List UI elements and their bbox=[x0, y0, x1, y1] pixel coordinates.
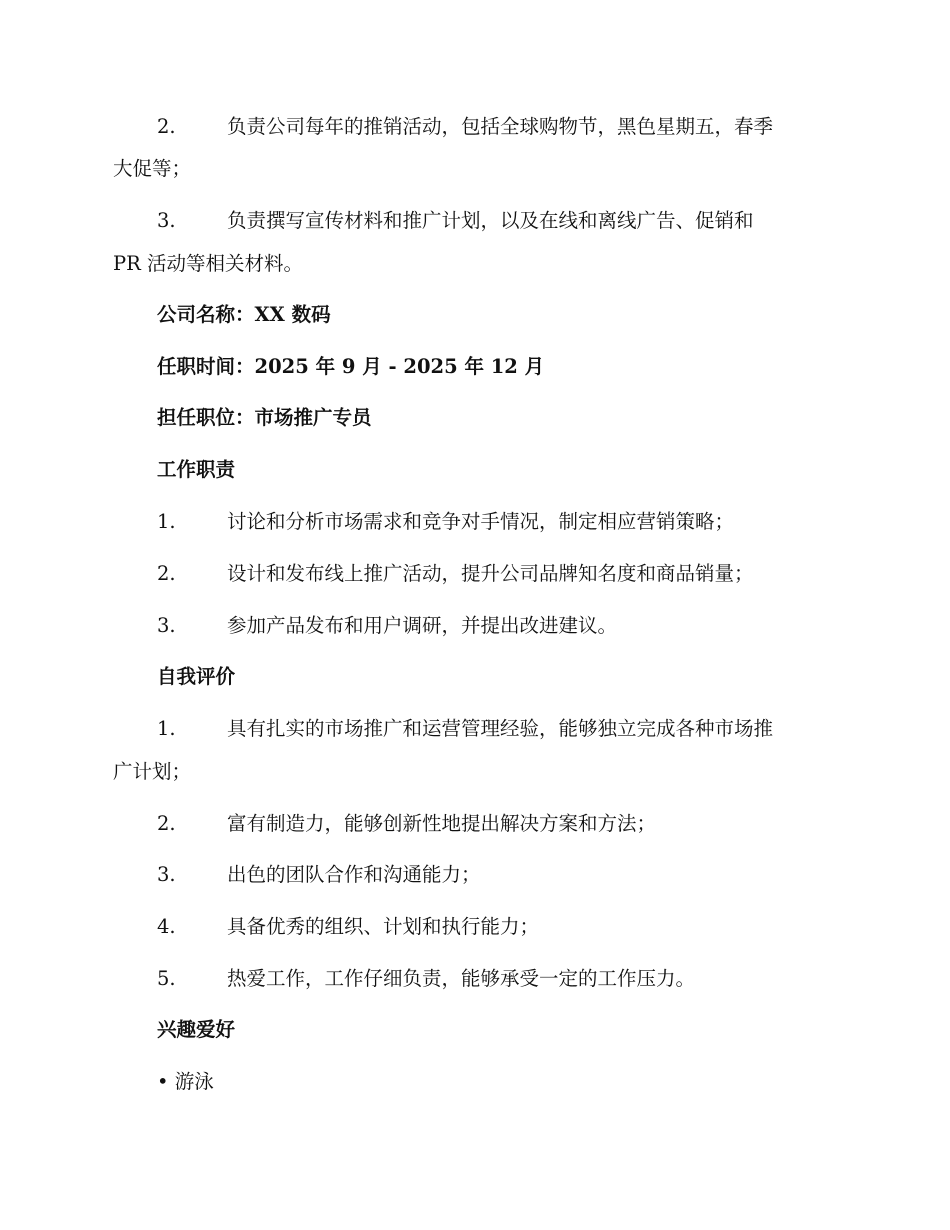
list-text: 负责撰写宣传材料和推广计划，以及在线和离线广告、促销和 bbox=[227, 209, 754, 232]
list-number: 1. bbox=[157, 717, 176, 740]
list-number: 4. bbox=[157, 915, 176, 938]
tenure-label: 任职时间： bbox=[157, 355, 255, 378]
list-number: 1. bbox=[157, 510, 176, 533]
list-number: 3. bbox=[157, 614, 176, 637]
company-label: 公司名称： bbox=[157, 303, 255, 326]
list-text: 具有扎实的市场推广和运营管理经验，能够独立完成各种市场推 bbox=[227, 717, 774, 740]
self-eval-heading: 自我评价 bbox=[157, 665, 236, 688]
list-text-continued: PR 活动等相关材料。 bbox=[113, 252, 304, 275]
list-text: 热爱工作，工作仔细负责，能够承受一定的工作压力。 bbox=[227, 967, 696, 990]
list-text-continued: 广计划； bbox=[113, 760, 192, 783]
duties-heading: 工作职责 bbox=[157, 458, 236, 481]
list-number: 3. bbox=[157, 209, 176, 232]
list-number: 5. bbox=[157, 967, 176, 990]
list-number: 2. bbox=[157, 115, 176, 138]
list-text: 具备优秀的组织、计划和执行能力； bbox=[227, 915, 540, 938]
list-text: 参加产品发布和用户调研，并提出改进建议。 bbox=[227, 614, 618, 637]
company-value: XX 数码 bbox=[254, 303, 331, 326]
list-text: 设计和发布线上推广活动，提升公司品牌知名度和商品销量； bbox=[227, 562, 754, 585]
list-number: 2. bbox=[157, 562, 176, 585]
list-text: 出色的团队合作和沟通能力； bbox=[227, 863, 481, 886]
list-text-continued: 大促等； bbox=[113, 157, 192, 180]
list-text: 富有制造力，能够创新性地提出解决方案和方法； bbox=[227, 812, 657, 835]
list-number: 2. bbox=[157, 812, 176, 835]
list-number: 3. bbox=[157, 863, 176, 886]
hobby-item: • 游泳 bbox=[157, 1070, 214, 1093]
list-text: 讨论和分析市场需求和竞争对手情况，制定相应营销策略； bbox=[227, 510, 735, 533]
position-label: 担任职位： bbox=[157, 406, 255, 429]
list-text: 负责公司每年的推销活动，包括全球购物节，黑色星期五，春季 bbox=[227, 115, 774, 138]
position-value: 市场推广专员 bbox=[254, 406, 372, 429]
tenure-value: 2025 年 9 月 - 2025 年 12 月 bbox=[254, 355, 545, 378]
hobbies-heading: 兴趣爱好 bbox=[157, 1018, 236, 1041]
